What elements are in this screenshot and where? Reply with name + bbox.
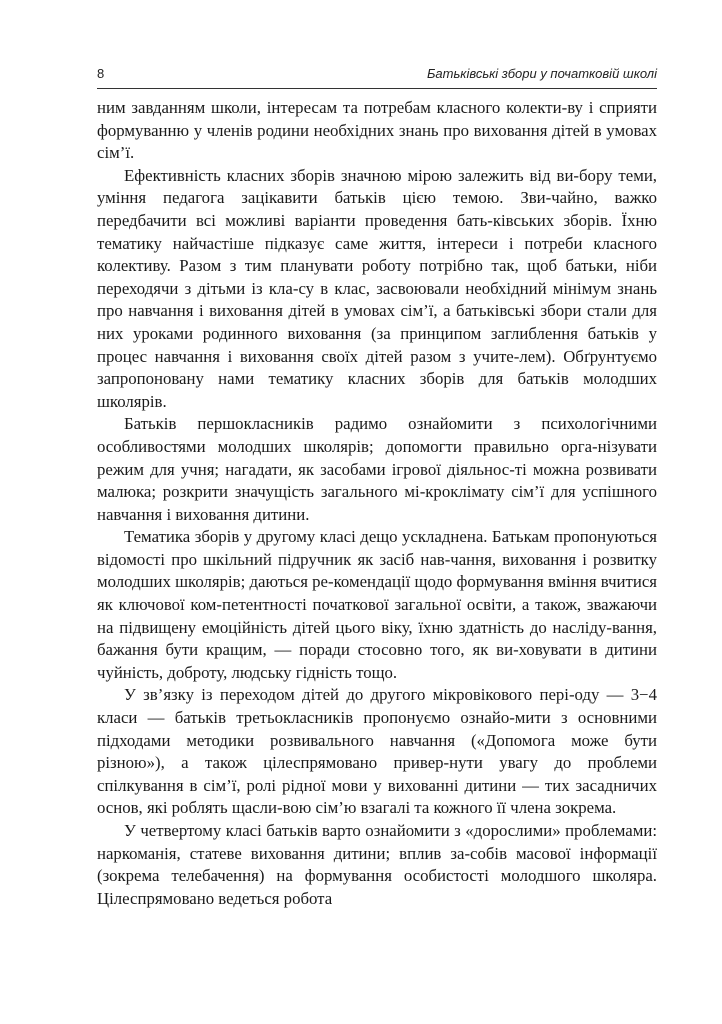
paragraph: У зв’язку із переходом дітей до другого мікровікового пері-оду — 3−4 класи — батьків третьокласників пропонуємо ознайо-мити з основними підходами методики розвивального навчання («Допомога може бути різною»), а також цілеспрямовано привер-нути увагу до проблеми спілкування в сім’ї, ролі рідної мови у вихованні дитини — тих засадничих основ, які роблять щасли-вою сім’ю взагалі та кожного її члена зокрема.	[97, 685, 657, 818]
paragraph: Тематика зборів у другому класі дещо ускладнена. Батькам пропонуються відомості про шкільний підручник як засіб нав-чання, виховання і розвитку молодших школярів; даються ре-комендації щодо формування вміння вчитися як ключової ком-петентності початкової загальної освіти, а також, зважаючи на підвищену емоційність дітей цього віку, їхню здатність до насліду-вання, бажання бути кращим, — поради стосовно того, як ви-ховувати в дитини чуйність, доброту, людську гідність тощо.	[97, 527, 657, 682]
paragraph-continuation: ним завданням школи, інтересам та потребам класного колекти-ву і сприяти формуванню у членів родини необхідних знань про виховання дітей в умовах сім’ї.	[97, 98, 657, 163]
paragraph: У четвертому класі батьків варто ознайомити з «дорослими» проблемами: наркоманія, статеве виховання дитини; вплив за-собів масової інформації (зокрема телебачення) на формування особистості молодшого школяра. Цілеспрямовано ведеться робота	[97, 821, 657, 908]
paragraph: Батьків першокласників радимо ознайомити з психологічними особливостями молодших школярів; допомогти правильно орга-нізувати режим для учня; нагадати, як засобами ігрової діяльнос-ті можна розвивати малюка; розкрити значущість загального мі-кроклімату сім’ї для успішного навчання і виховання дитини.	[97, 414, 657, 524]
page-number: 8	[97, 66, 105, 81]
paragraph: Ефективність класних зборів значною мірою залежить від ви-бору теми, уміння педагога зацікавити батьків цією темою. Зви-чайно, важко передбачити всі можливі варіанти проведення бать-ківських зборів. Їхню тематику найчастіше підказує саме життя, інтереси і потреби класного колективу. Разом з тим планувати роботу потрібно так, щоб батьки, ніби переходячи з дітьми із кла-су в клас, засвоювали необхідний мінімум знань про навчання і виховання дітей в умовах сім’ї, а батьківські збори стали для них уроками родинного виховання (за принципом заглиблення батьків у процес навчання і виховання своїх дітей разом з учите-лем). Обґрунтуємо запропоновану нами тематику класних зборів для батьків молодших школярів.	[97, 165, 657, 411]
running-title: Батьківські збори у початковій школі	[426, 66, 657, 81]
body-text	[97, 97, 657, 910]
page-header	[97, 66, 657, 89]
